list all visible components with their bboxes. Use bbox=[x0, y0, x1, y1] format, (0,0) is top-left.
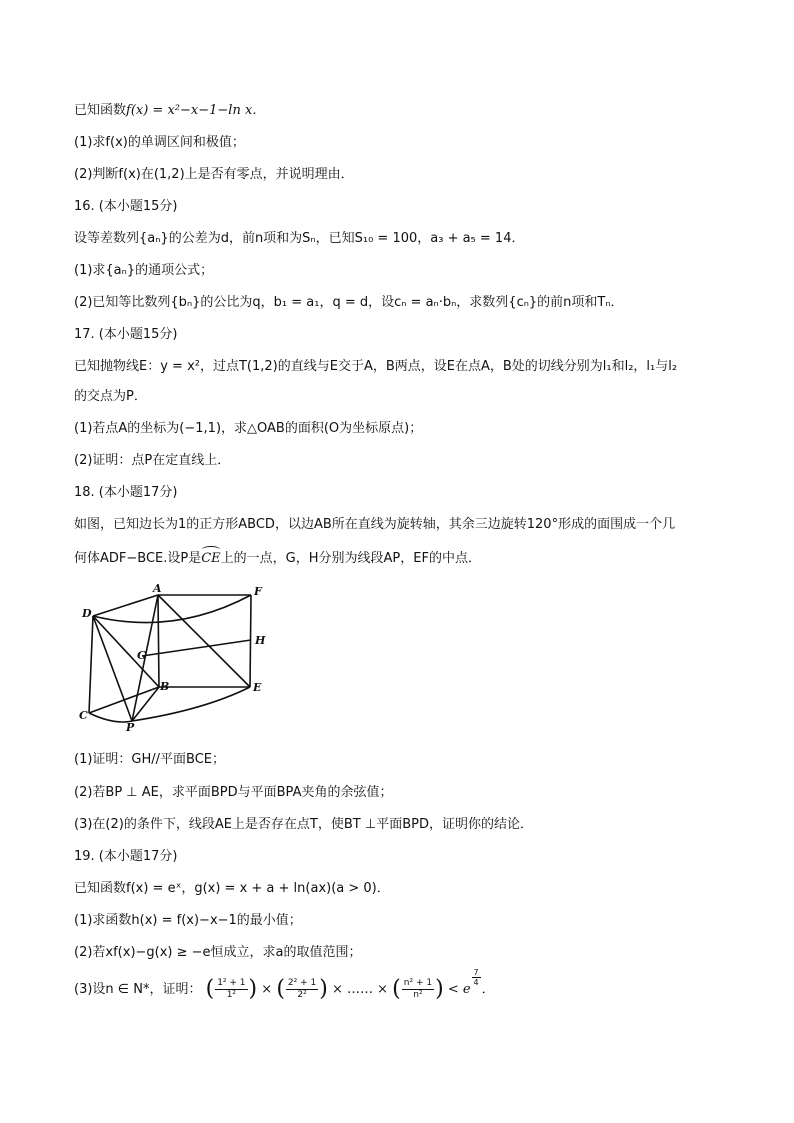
label-g: G bbox=[137, 649, 147, 662]
fraction-term-n: $\frac{\text{n² + 1}}{\text{n²}}$ bbox=[403, 978, 433, 1000]
label-c: C bbox=[79, 709, 88, 722]
label-d: D bbox=[82, 607, 92, 620]
line-ae bbox=[158, 595, 250, 687]
p17-q1: (1)若点A的坐标为(−1,1)，求△OAB的面积(O为坐标原点)； bbox=[74, 421, 423, 436]
product-dots: × …… × bbox=[331, 982, 389, 997]
p16-header: 16. (本小题15分) bbox=[74, 199, 178, 214]
p18-q3: (3)在(2)的条件下，线段AE上是否存在点T，使BT ⊥平面BPD，证明你的结论． bbox=[74, 817, 533, 832]
edge-ab bbox=[158, 595, 159, 687]
p15-stem-prefix: 已知函数 bbox=[74, 103, 127, 118]
p19-q3-prefix: (3)设n ∈ N*，证明： bbox=[74, 982, 202, 997]
p19-header: 19. (本小题17分) bbox=[74, 849, 178, 864]
p16-q1: (1)求{aₙ}的通项公式； bbox=[74, 263, 214, 278]
p19-stem: 已知函数f(x) = eˣ，g(x) = x + a + ln(ax)(a > 0)． bbox=[74, 881, 390, 896]
p18-stem-line2 bbox=[74, 549, 481, 569]
edge-fe bbox=[250, 595, 251, 687]
p18-stem-line2-a: 何体ADF−BCE.设P是 bbox=[74, 551, 202, 566]
geometry-figure bbox=[74, 578, 274, 733]
p16-q2: (2)已知等比数列{bₙ}的公比为q，b₁ = a₁，q = d，设cₙ = aₙ·bₙ，求数列{cₙ}的前n项和Tₙ． bbox=[74, 295, 624, 310]
p18-header: 18. (本小题17分) bbox=[74, 485, 178, 500]
p18-q1: (1)证明：GH//平面BCE； bbox=[74, 752, 226, 767]
label-a: A bbox=[153, 582, 162, 595]
edge-dc bbox=[89, 616, 93, 713]
arc-ce: CE bbox=[201, 549, 220, 569]
p18-stem-line2-b: 上的一点，G，H分别为线段AP，EF的中点． bbox=[220, 551, 481, 566]
p15-stem-func: f(x) = x²−x−1−ln x． bbox=[126, 103, 266, 118]
p16-stem: 设等差数列{aₙ}的公差为d，前n项和为Sₙ，已知S₁₀ = 100，a₃ + a₅ = 14． bbox=[74, 231, 525, 246]
p15-stem bbox=[74, 101, 265, 121]
edge-da bbox=[93, 595, 158, 616]
p17-header: 17. (本小题15分) bbox=[74, 327, 178, 342]
p17-q2: (2)证明：点P在定直线上． bbox=[74, 453, 231, 468]
exponent-fraction: $\frac{7}{4}$ bbox=[473, 968, 479, 987]
line-db bbox=[93, 616, 159, 687]
label-b: B bbox=[160, 680, 170, 693]
q3-end: ． bbox=[481, 982, 495, 997]
line-dp bbox=[93, 616, 132, 721]
inequality-rhs: < e bbox=[447, 982, 471, 997]
p15-q2: (2)判断f(x)在(1,2)上是否有零点，并说明理由． bbox=[74, 167, 354, 182]
p19-q2: (2)若xf(x)−g(x) ≥ −e恒成立，求a的取值范围； bbox=[74, 945, 362, 960]
p19-q1: (1)求函数h(x) = f(x)−x−1的最小值； bbox=[74, 913, 302, 928]
fraction-term-1: $\frac{\text{1² + 1}}{\text{1²}}$ bbox=[217, 978, 246, 1000]
p18-q2: (2)若BP ⊥ AE，求平面BPD与平面BPA夹角的余弦值； bbox=[74, 785, 393, 800]
p17-stem-line1: 已知抛物线E：y = x²，过点T(1,2)的直线与E交于A，B两点，设E在点A，B处的切线分别为l₁和l₂，l₁与l₂ bbox=[74, 359, 678, 374]
p18-stem-line1: 如图，已知边长为1的正方形ABCD，以边AB所在直线为旋转轴，其余三边旋转120°形成的面围成一个几 bbox=[74, 517, 676, 532]
p19-q3: (3)设n ∈ N*，证明： ( $\frac{\text{1² + 1}}{\text{1²}}$ ) × ( $\frac{\text{2² + 1}}{\text{2²}}$ ) × …… × ( $\frac{\text{n² + 1}}{\text{n²}}$ ) < e $\frac{7}{4}$ ． bbox=[74, 968, 495, 1002]
label-e: E bbox=[253, 681, 262, 694]
fraction-term-2: $\frac{\text{2² + 1}}{\text{2²}}$ bbox=[287, 978, 317, 1000]
label-p: P bbox=[126, 721, 135, 733]
p15-q1: (1)求f(x)的单调区间和极值； bbox=[74, 135, 245, 150]
p17-stem-line2: 的交点为P． bbox=[74, 389, 147, 404]
label-h: H bbox=[255, 634, 266, 647]
label-f: F bbox=[254, 585, 262, 598]
